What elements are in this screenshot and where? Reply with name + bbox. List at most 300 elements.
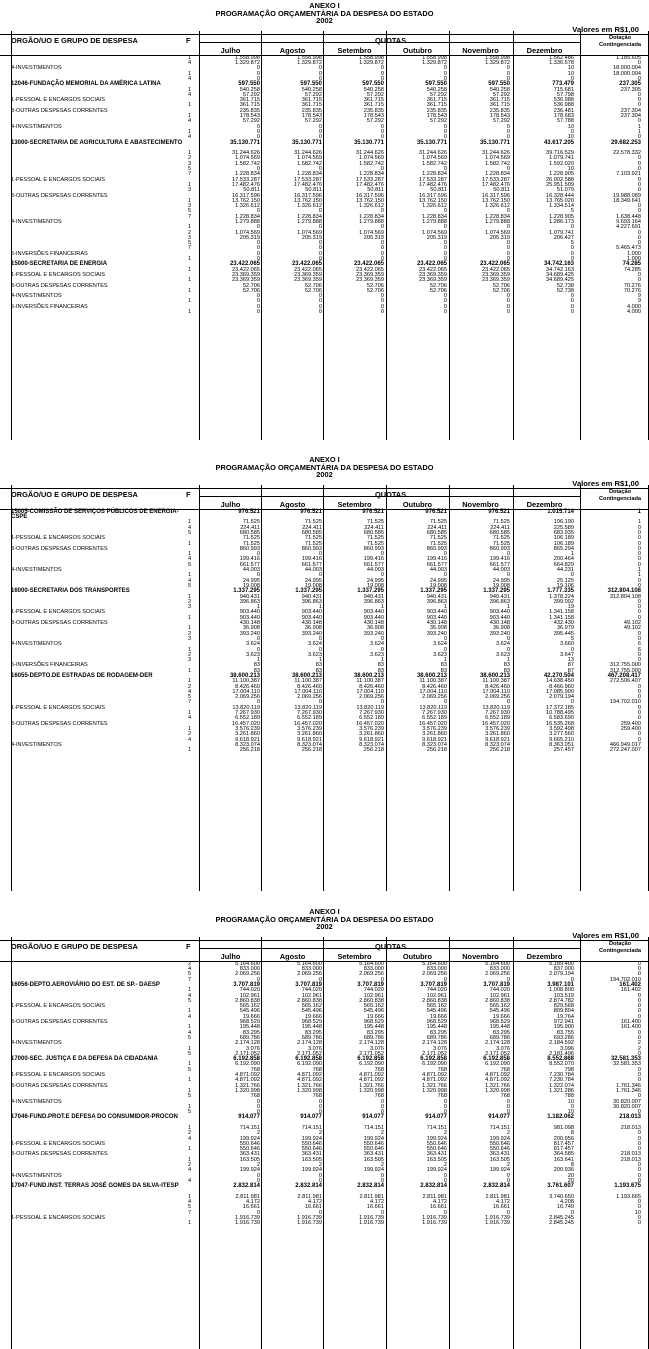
row-value: 32.581.353 bbox=[610, 1056, 641, 1063]
row-value: 194.702.010 bbox=[609, 976, 641, 983]
row-value: 195.448 bbox=[426, 1024, 447, 1031]
header-f: F bbox=[186, 941, 191, 951]
table-header bbox=[0, 488, 649, 510]
row-value: 6.192.090 bbox=[297, 1061, 322, 1068]
row-value: 57.292 bbox=[492, 118, 510, 125]
row-value: 36.908 bbox=[242, 625, 260, 632]
row-value: 1.228.834 bbox=[422, 171, 447, 178]
row-value: 71.525 bbox=[242, 519, 260, 526]
column-rule bbox=[513, 485, 514, 891]
row-value: 0 bbox=[256, 224, 260, 231]
row-value: 3.076 bbox=[370, 1045, 384, 1052]
row-value: 3.623 bbox=[496, 651, 510, 658]
row-f: 1 bbox=[188, 1220, 192, 1227]
row-value: 16.328.444 bbox=[546, 192, 574, 199]
row-value: 18.349.641 bbox=[613, 197, 641, 204]
row-value: 0 bbox=[637, 1199, 641, 1206]
row-f: 3 bbox=[188, 160, 192, 167]
row-value: 70.276 bbox=[623, 287, 641, 294]
row-value: 0 bbox=[570, 1103, 574, 1110]
row-value: 0 bbox=[570, 245, 574, 252]
row-value: 17.533.287 bbox=[294, 176, 322, 183]
row-value: 0 bbox=[637, 1003, 641, 1010]
row-value: 38.600.213 bbox=[416, 672, 447, 679]
row-value: 178.543 bbox=[301, 113, 322, 120]
row-f: 3 bbox=[188, 657, 192, 664]
row-value: 0 bbox=[637, 561, 641, 568]
row-value: 199.924 bbox=[426, 1135, 447, 1142]
row-value: 13.762.150 bbox=[482, 197, 510, 204]
row-value: 0 bbox=[506, 1172, 510, 1179]
row-value: 903.440 bbox=[489, 609, 510, 616]
row-value: 5.164.600 bbox=[297, 960, 322, 967]
row-value: 2.811.981 bbox=[422, 1193, 447, 1200]
row-value: 2 bbox=[637, 1045, 641, 1052]
row-f: 1 bbox=[188, 266, 192, 273]
row-value: 35.130.771 bbox=[416, 139, 447, 146]
row-value: 1 bbox=[637, 508, 641, 515]
row-value: 1.074.569 bbox=[359, 155, 384, 162]
row-value: 0 bbox=[506, 134, 510, 141]
row-value: 683.935 bbox=[553, 529, 574, 536]
row-value: 218.013 bbox=[619, 1114, 641, 1121]
row-value: 57.798 bbox=[556, 91, 574, 98]
row-value: 83 bbox=[503, 662, 510, 669]
row-label: 3-OUTRAS DESPESAS CORRENTES bbox=[11, 1082, 108, 1089]
row-label: 1-PESSOAL E ENCARGOS SOCIAIS bbox=[11, 704, 105, 711]
row-value: 52.706 bbox=[366, 282, 384, 289]
row-value: 218.013 bbox=[620, 1156, 641, 1163]
row-value: 0 bbox=[506, 208, 510, 215]
row-value: 1.321.766 bbox=[297, 1082, 322, 1089]
row-value: 83 bbox=[503, 667, 510, 674]
table-row bbox=[0, 310, 649, 315]
row-value: 4.172 bbox=[496, 1199, 510, 1206]
row-value: 17.004.110 bbox=[419, 688, 447, 695]
row-value: 0 bbox=[318, 123, 322, 130]
row-value: 744.020 bbox=[301, 987, 322, 994]
row-value: 3.576.239 bbox=[422, 725, 447, 732]
row-value: 224.411 bbox=[490, 524, 510, 531]
row-label: 12046-FUNDAÇÃO MEMORIAL DA AMÉRICA LATINA bbox=[11, 81, 161, 88]
row-f: 1 bbox=[188, 197, 192, 204]
row-value: 16.661 bbox=[304, 1204, 322, 1211]
row-value: 23.369.359 bbox=[294, 271, 322, 278]
row-value: 540.258 bbox=[239, 86, 260, 93]
header-org: ORGÃO/UO E GRUPO DE DESPESA bbox=[11, 941, 138, 951]
row-value: 8.426.460 bbox=[359, 683, 384, 690]
row-value: 661.577 bbox=[239, 561, 260, 568]
row-value: 23.422.065 bbox=[479, 261, 510, 268]
row-value: 2 bbox=[637, 1040, 641, 1047]
row-value: 1 bbox=[637, 519, 641, 526]
row-value: 7.267.930 bbox=[297, 710, 322, 717]
row-value: 0 bbox=[380, 1103, 384, 1110]
row-value: 361.715 bbox=[239, 97, 260, 104]
row-value: 768 bbox=[374, 1093, 384, 1100]
row-value: 817.457 bbox=[553, 1146, 574, 1153]
row-f: 4 bbox=[188, 1177, 192, 1184]
row-value: 0 bbox=[506, 298, 510, 305]
row-f: 1 bbox=[188, 309, 192, 316]
row-label: 1-PESSOAL E ENCARGOS SOCIAIS bbox=[11, 1003, 105, 1010]
row-value: 540.258 bbox=[363, 86, 384, 93]
row-value: 57.292 bbox=[304, 118, 322, 125]
row-f: 7 bbox=[188, 976, 192, 983]
row-value: 4.172 bbox=[370, 1199, 384, 1206]
header-month: Outubro bbox=[402, 499, 433, 509]
row-value: 0 bbox=[506, 1098, 510, 1105]
doc-year: 2002 bbox=[316, 16, 333, 26]
row-value: 0 bbox=[443, 240, 447, 247]
values-note: Valores em R$1,00 bbox=[572, 24, 639, 34]
row-value: 914.077 bbox=[300, 1114, 322, 1121]
row-value: 52.706 bbox=[242, 287, 260, 294]
row-label: 17000-SEC. JUSTIÇA E DA DEFESA DA CIDADANIA bbox=[11, 1056, 158, 1063]
doc-year: 2002 bbox=[316, 470, 333, 480]
row-value: 6.552.189 bbox=[235, 715, 260, 722]
row-value: 2.171.052 bbox=[359, 1050, 384, 1057]
row-value: 693.286 bbox=[553, 1034, 574, 1041]
row-value: 6 bbox=[637, 646, 641, 653]
row-value: 550.646 bbox=[489, 1140, 510, 1147]
row-f: 5 bbox=[188, 694, 192, 701]
row-value: 106.190 bbox=[553, 519, 574, 526]
row-value: 17.533.287 bbox=[482, 176, 510, 183]
row-value: 2 bbox=[256, 1130, 260, 1137]
row-value: 11.100.387 bbox=[294, 678, 322, 685]
row-f: 4 bbox=[188, 715, 192, 722]
row-value: 50.811 bbox=[430, 187, 447, 194]
column-rule bbox=[386, 31, 387, 440]
row-value: 860.993 bbox=[239, 545, 260, 552]
row-value: 0 bbox=[637, 155, 641, 162]
row-value: 0 bbox=[318, 128, 322, 135]
row-label: 17046-FUND.PROT.E DEFESA DO CONSUMIDOR-PROCON bbox=[11, 1114, 178, 1121]
row-value: 19.666 bbox=[366, 1013, 384, 1020]
row-value: 903.440 bbox=[239, 614, 260, 621]
row-value: 0 bbox=[637, 651, 641, 658]
row-value: 1.320.998 bbox=[359, 1087, 384, 1094]
row-value: 430.148 bbox=[363, 620, 384, 627]
row-value: 914.077 bbox=[488, 1114, 510, 1121]
row-f: 1 bbox=[188, 102, 192, 109]
row-value: 0 bbox=[570, 699, 574, 706]
row-value: 9.618.921 bbox=[235, 736, 260, 743]
row-f: 5 bbox=[188, 582, 192, 589]
row-value: 393.240 bbox=[239, 630, 260, 637]
row-value: 83 bbox=[377, 667, 384, 674]
row-value: 860.993 bbox=[489, 545, 510, 552]
row-value: 0 bbox=[637, 1162, 641, 1169]
row-value: 24.995 bbox=[242, 577, 260, 584]
row-value: 19.008 bbox=[492, 582, 510, 589]
row-value: 1 bbox=[318, 604, 322, 611]
row-value: 34.742.163 bbox=[543, 261, 574, 268]
row-value: 0 bbox=[318, 976, 322, 983]
row-value: 50.811 bbox=[367, 187, 384, 194]
row-value: 3.660 bbox=[560, 641, 574, 648]
row-value: 52.706 bbox=[429, 282, 447, 289]
row-value: 30.820.007 bbox=[613, 1098, 641, 1105]
row-value: 11.100.387 bbox=[232, 678, 260, 685]
row-value: 35.130.771 bbox=[291, 139, 322, 146]
doc-title: PROGRAMAÇÃO ORÇAMENTÁRIA DA DESPESA DO ESTADO bbox=[215, 462, 434, 472]
row-f: 5 bbox=[188, 1093, 192, 1100]
row-value: 1.228.834 bbox=[235, 171, 260, 178]
row-value: 0 bbox=[256, 70, 260, 77]
row-value: 0 bbox=[637, 715, 641, 722]
row-value: 0 bbox=[256, 1109, 260, 1116]
row-value: 0 bbox=[380, 75, 384, 82]
row-value: 0 bbox=[637, 234, 641, 241]
row-value: 7.103.921 bbox=[616, 171, 641, 178]
row-value: 1.320.998 bbox=[235, 1087, 260, 1094]
row-value: 0 bbox=[380, 1109, 384, 1116]
row-value: 817.457 bbox=[553, 1140, 574, 1147]
row-value: 1.321.766 bbox=[235, 1082, 260, 1089]
row-value: 83 bbox=[440, 662, 447, 669]
row-value: 689.786 bbox=[426, 1034, 447, 1041]
row-value: 71.525 bbox=[366, 519, 384, 526]
row-value: 0 bbox=[318, 298, 322, 305]
row-value: 0 bbox=[637, 1013, 641, 1020]
row-value: 0 bbox=[256, 551, 260, 558]
row-value: 0 bbox=[637, 160, 641, 167]
row-value: 50.811 bbox=[243, 187, 260, 194]
row-value: 2.860.838 bbox=[359, 997, 384, 1004]
row-value: 0 bbox=[380, 128, 384, 135]
row-f: 4 bbox=[188, 992, 192, 999]
row-value: 3.576.239 bbox=[235, 725, 260, 732]
row-value: 940.431 bbox=[426, 593, 447, 600]
row-value: 714.151 bbox=[239, 1124, 260, 1131]
row-f: 1 bbox=[188, 678, 192, 685]
row-f: 4 bbox=[188, 91, 192, 98]
row-value: 3.623 bbox=[433, 651, 447, 658]
row-f: 1 bbox=[188, 181, 192, 188]
row-value: 1.321.286 bbox=[549, 1087, 574, 1094]
row-f: 1 bbox=[188, 1193, 192, 1200]
row-f: 1 bbox=[188, 1124, 192, 1131]
row-f: 1 bbox=[188, 625, 192, 632]
row-value: 44.231 bbox=[556, 567, 574, 574]
row-value: 773.479 bbox=[552, 81, 574, 88]
row-value: 16.317.596 bbox=[232, 192, 260, 199]
table-body bbox=[0, 56, 649, 316]
row-value: 0 bbox=[637, 60, 641, 67]
table-row bbox=[0, 748, 649, 753]
row-value: 940.431 bbox=[363, 593, 384, 600]
row-value: 235.835 bbox=[239, 107, 260, 114]
row-value: 545.496 bbox=[301, 1008, 322, 1015]
row-value: 42.270.504 bbox=[543, 672, 574, 679]
row-value: 550.646 bbox=[489, 1146, 510, 1153]
row-value: 5.164.600 bbox=[485, 960, 510, 967]
row-value: 3.707.819 bbox=[295, 981, 322, 988]
row-value: 2.845.245 bbox=[549, 1215, 574, 1222]
row-value: 17.482.476 bbox=[482, 181, 510, 188]
row-value: 2 bbox=[443, 1130, 447, 1137]
row-value: 74.285 bbox=[623, 266, 641, 273]
row-value: 597.550 bbox=[238, 81, 260, 88]
row-value: 833.000 bbox=[363, 966, 384, 973]
row-value: 396.863 bbox=[363, 598, 384, 605]
row-value: 13.762.150 bbox=[356, 197, 384, 204]
row-value: 36.908 bbox=[492, 625, 510, 632]
row-value: 680.585 bbox=[489, 529, 510, 536]
header-quotas: QUOTAS bbox=[375, 489, 407, 499]
row-f: 5 bbox=[188, 529, 192, 536]
row-value: 20 bbox=[567, 1172, 574, 1179]
row-value: 30.820.007 bbox=[613, 1103, 641, 1110]
row-value: 0 bbox=[443, 1209, 447, 1216]
row-value: 1.558.998 bbox=[297, 54, 322, 61]
row-f: 1 bbox=[188, 128, 192, 135]
row-value: 2.811.981 bbox=[235, 1193, 260, 1200]
row-value: 199.924 bbox=[239, 1135, 260, 1142]
row-value: 0 bbox=[570, 256, 574, 263]
row-value: 744.020 bbox=[239, 987, 260, 994]
row-value: 103.519 bbox=[553, 992, 574, 999]
row-value: 0 bbox=[637, 271, 641, 278]
row-value: 1.228.834 bbox=[485, 171, 510, 178]
row-value: 10 bbox=[567, 134, 574, 141]
row-value: 0 bbox=[637, 1172, 641, 1179]
row-value: 235.835 bbox=[363, 107, 384, 114]
row-value: 2.832.814 bbox=[483, 1183, 510, 1190]
row-value: 71.525 bbox=[429, 540, 447, 547]
row-value: 1.228.834 bbox=[297, 213, 322, 220]
row-value: 195.900 bbox=[553, 1024, 574, 1031]
row-value: 0 bbox=[506, 1177, 510, 1184]
page-2 bbox=[0, 456, 649, 891]
row-f: 1 bbox=[188, 593, 192, 600]
row-value: 0 bbox=[570, 976, 574, 983]
row-value: 205.319 bbox=[489, 234, 510, 241]
doc-year: 2002 bbox=[316, 922, 333, 932]
row-value: 1.279.888 bbox=[297, 218, 322, 225]
row-value: 5.164.600 bbox=[235, 960, 260, 967]
row-value: 237.304 bbox=[620, 107, 641, 114]
row-value: 57.292 bbox=[492, 91, 510, 98]
header-month: Novembro bbox=[462, 951, 499, 961]
row-value: 1.228.905 bbox=[549, 213, 574, 220]
row-value: 4.871.092 bbox=[485, 1072, 510, 1079]
row-value: 44.003 bbox=[242, 567, 260, 574]
row-value: 3.576.239 bbox=[297, 725, 322, 732]
row-value: 36.908 bbox=[366, 625, 384, 632]
row-f: 7 bbox=[188, 171, 192, 178]
row-value: 71.525 bbox=[304, 519, 322, 526]
row-value: 5 bbox=[570, 635, 574, 642]
row-value: 1 bbox=[443, 604, 447, 611]
row-value: 0 bbox=[637, 187, 641, 194]
row-value: 0 bbox=[637, 635, 641, 642]
row-value: 106.189 bbox=[553, 540, 574, 547]
row-value: 23.422.065 bbox=[482, 266, 510, 273]
row-value: 4.871.092 bbox=[485, 1077, 510, 1084]
row-value: 3.261.860 bbox=[485, 731, 510, 738]
row-f: 4 bbox=[188, 118, 192, 125]
row-value: 4.172 bbox=[433, 1199, 447, 1206]
row-value: 9.665.210 bbox=[549, 736, 574, 743]
row-value: 17.004.110 bbox=[232, 688, 260, 695]
row-value: 0 bbox=[506, 303, 510, 310]
row-value: 0 bbox=[570, 75, 574, 82]
row-value: 0 bbox=[318, 166, 322, 173]
row-value: 714.151 bbox=[363, 1124, 384, 1131]
row-value: 0 bbox=[318, 1098, 322, 1105]
row-label: 16055-DEPTO.DE ESTRADAS DE RODAGEM-DER bbox=[11, 672, 153, 679]
row-value: 1.074.569 bbox=[359, 229, 384, 236]
row-label: 3-OUTRAS DESPESAS CORRENTES bbox=[11, 720, 108, 727]
row-label: 5-INVERSÕES FINANCEIRAS bbox=[11, 250, 88, 257]
row-value: 199.924 bbox=[301, 1135, 322, 1142]
row-value: 83 bbox=[253, 667, 260, 674]
row-value: 2.174.128 bbox=[485, 1040, 510, 1047]
row-value: 393.240 bbox=[426, 630, 447, 637]
row-value: 0 bbox=[443, 551, 447, 558]
row-value: 1.378.224 bbox=[549, 593, 574, 600]
header-month: Dezembro bbox=[526, 951, 563, 961]
row-value: 218.013 bbox=[620, 1151, 641, 1158]
row-value: 10 bbox=[567, 166, 574, 173]
row-value: 0 bbox=[380, 245, 384, 252]
row-f: 3 bbox=[188, 234, 192, 241]
row-value: 399.092 bbox=[553, 598, 574, 605]
row-value: 23.369.359 bbox=[356, 271, 384, 278]
row-value: 768 bbox=[250, 1066, 260, 1073]
row-value: 0 bbox=[637, 1204, 641, 1211]
row-value: 17.482.476 bbox=[232, 181, 260, 188]
row-value: 0 bbox=[318, 134, 322, 141]
row-value: 2.171.052 bbox=[235, 1050, 260, 1057]
row-label: 4-INVESTIMENTOS bbox=[11, 1172, 62, 1179]
row-value: 2.832.814 bbox=[233, 1183, 260, 1190]
row-value: 16.317.596 bbox=[356, 192, 384, 199]
row-value: 6.192.090 bbox=[422, 1061, 447, 1068]
row-value: 8.323.074 bbox=[485, 741, 510, 748]
row-label: 4-INVESTIMENTOS bbox=[11, 218, 62, 225]
row-value: 361.715 bbox=[426, 97, 447, 104]
row-value: 49.102 bbox=[623, 620, 641, 627]
header-month: Setembro bbox=[337, 499, 372, 509]
row-value: 1.337.295 bbox=[420, 588, 447, 595]
row-value: 0 bbox=[637, 997, 641, 1004]
row-value: 0 bbox=[318, 572, 322, 579]
row-value: 1.916.739 bbox=[359, 1220, 384, 1227]
row-value: 16.661 bbox=[242, 1204, 260, 1211]
row-f: 3 bbox=[188, 604, 192, 611]
header-month: Agosto bbox=[279, 45, 306, 55]
row-value: 903.440 bbox=[301, 614, 322, 621]
row-value: 940.431 bbox=[489, 593, 510, 600]
row-value: 52.706 bbox=[492, 282, 510, 289]
row-value: 0 bbox=[318, 250, 322, 257]
row-label: 3-OUTRAS DESPESAS CORRENTES bbox=[11, 107, 108, 114]
row-value: 0 bbox=[318, 293, 322, 300]
row-f: 4 bbox=[188, 1167, 192, 1174]
row-f: 2 bbox=[188, 683, 192, 690]
column-rule bbox=[261, 937, 262, 1349]
row-value: 0 bbox=[570, 572, 574, 579]
row-value: 0 bbox=[256, 635, 260, 642]
row-value: 256.218 bbox=[426, 747, 447, 754]
row-value: 3.076 bbox=[308, 1045, 322, 1052]
row-value: 161.400 bbox=[620, 1019, 641, 1026]
row-value: 3.576.239 bbox=[359, 725, 384, 732]
